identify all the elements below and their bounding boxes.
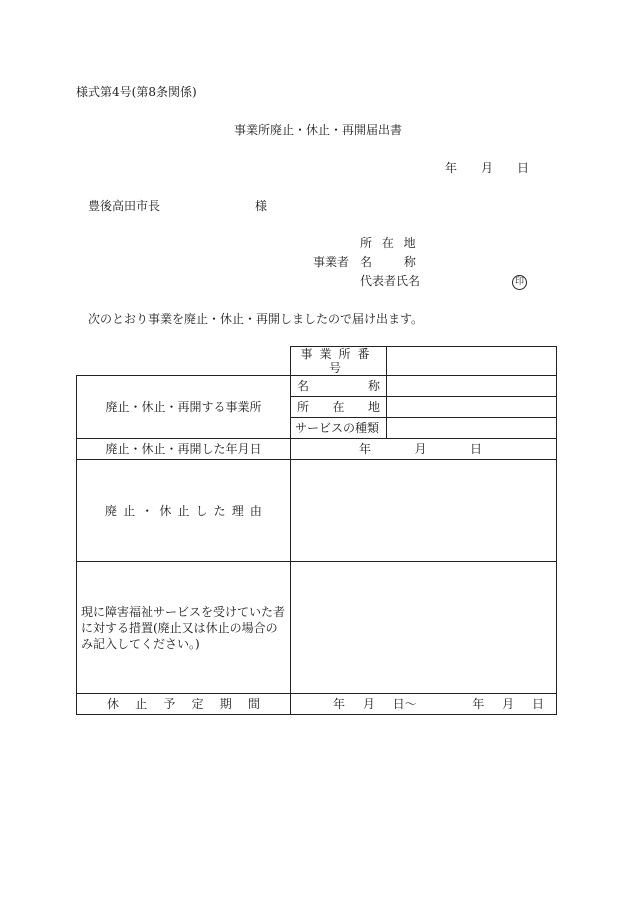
seal-mark xyxy=(512,273,527,290)
date-row xyxy=(77,439,557,460)
office-section-label: 廃止・休止・再開する事業所 xyxy=(77,376,291,439)
date-day-label: 日 xyxy=(517,161,530,175)
office-name-label: 名 称 xyxy=(291,376,387,397)
office-number-value[interactable] xyxy=(387,347,557,376)
service-type-value[interactable] xyxy=(387,418,557,439)
addressee-name: 豊後高田市長 xyxy=(88,199,161,213)
date-value-year: 年 xyxy=(359,442,372,456)
addressee-honorific: 様 xyxy=(255,199,268,213)
date-month-label: 月 xyxy=(481,161,494,175)
blank-cell xyxy=(77,347,291,376)
date-year-label: 年 xyxy=(445,161,458,175)
notification-table xyxy=(76,346,557,715)
office-address-label: 所 在 地 xyxy=(291,397,387,418)
applicant-rep-label: 代表者氏名 xyxy=(360,274,421,288)
period-label: 休 止 予 定 期 間 xyxy=(77,694,291,715)
period-end-day: 日 xyxy=(531,697,544,711)
reason-value[interactable] xyxy=(291,460,557,562)
date-value-month: 月 xyxy=(414,442,427,456)
office-number-row xyxy=(77,347,557,376)
applicant-role: 事業者 xyxy=(313,255,350,269)
seal-icon: 印 xyxy=(512,275,527,290)
date-line xyxy=(445,161,529,175)
measures-row xyxy=(77,562,557,694)
office-name-row xyxy=(77,376,557,397)
measures-value[interactable] xyxy=(291,562,557,694)
period-value[interactable] xyxy=(291,694,557,715)
applicant-address-label: 所 在 地 xyxy=(360,236,419,250)
date-label: 廃止・休止・再開した年月日 xyxy=(77,439,291,460)
reason-label: 廃 止 ・ 休 止 し た 理 由 xyxy=(77,460,291,562)
office-name-value[interactable] xyxy=(387,376,557,397)
service-type-label: サービスの種類 xyxy=(291,418,387,439)
reason-row xyxy=(77,460,557,562)
office-number-label: 事業所番号 xyxy=(291,347,387,376)
period-end-month: 月 xyxy=(502,697,515,711)
period-start-month: 月 xyxy=(362,697,375,711)
date-value[interactable] xyxy=(291,439,557,460)
period-row xyxy=(77,694,557,715)
form-number: 様式第4号(第8条関係) xyxy=(76,85,197,99)
period-start-year: 年 xyxy=(333,697,346,711)
intro-text: 次のとおり事業を廃止・休止・再開しましたので届け出ます。 xyxy=(88,312,424,326)
applicant-name-label: 名 称 xyxy=(360,255,430,269)
period-start-day: 日〜 xyxy=(392,697,417,711)
measures-label: 現に障害福祉サービスを受けていた者に対する措置(廃止又は休止の場合のみ記入してください。) xyxy=(77,562,291,694)
office-address-value[interactable] xyxy=(387,397,557,418)
period-end-year: 年 xyxy=(472,697,485,711)
document-title: 事業所廃止・休止・再開届出書 xyxy=(234,123,403,137)
date-value-day: 日 xyxy=(469,442,482,456)
